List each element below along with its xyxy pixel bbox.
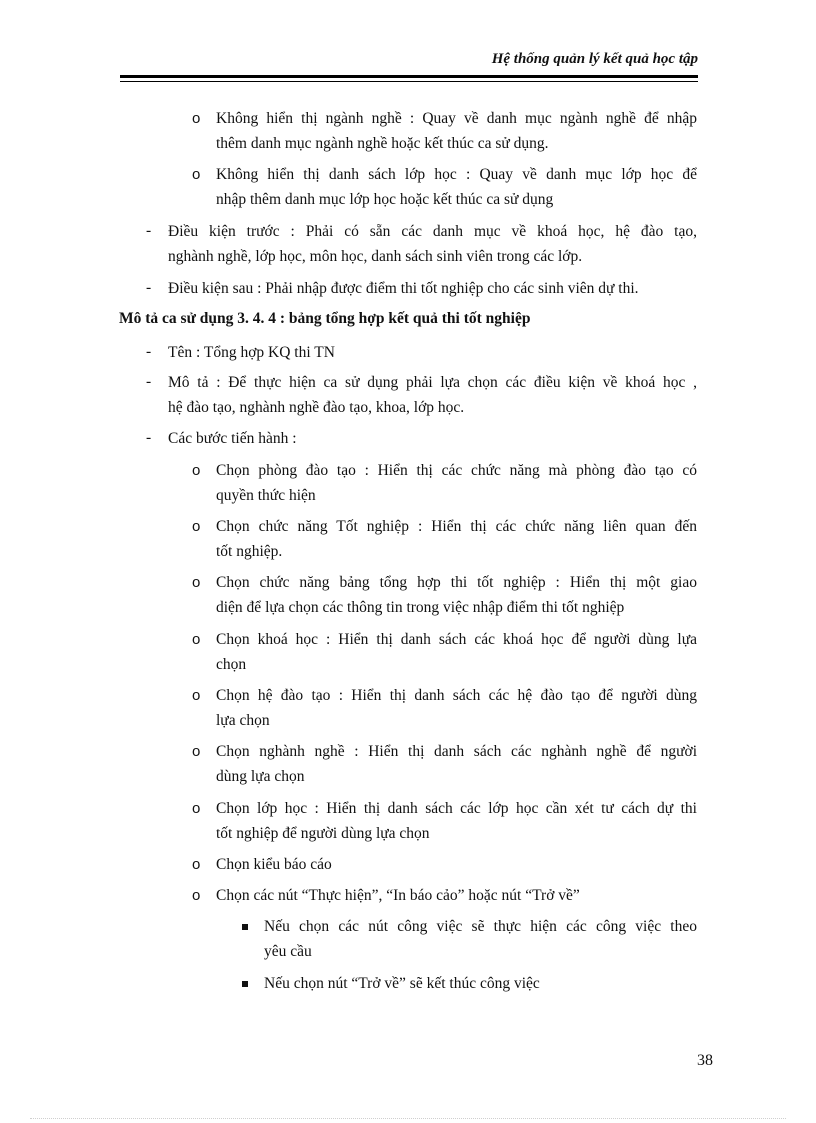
preconditions-line: nghành nghề, lớp học, môn học, danh sách sinh viên trong các lớp. xyxy=(168,248,583,265)
step-line: lựa chọn xyxy=(216,712,270,729)
circle-bullet: o xyxy=(192,887,201,904)
square-bullet xyxy=(242,981,248,987)
postconditions-line: Điều kiện sau : Phải nhập được điểm thi tốt nghiệp cho các sinh viên dự thi. xyxy=(168,280,639,297)
header-rule-thick xyxy=(120,75,698,78)
circle-bullet: o xyxy=(192,110,201,127)
step-line: Chọn các nút “Thực hiện”, “In báo cảo” hoặc nút “Trở về” xyxy=(216,887,580,904)
square-bullet xyxy=(242,924,248,930)
step-line: Chọn phòng đào tạo : Hiển thị các chức năng mà phòng đào tạo có xyxy=(216,462,697,479)
footer-divider xyxy=(30,1118,786,1119)
sub-bullet-line: Nếu chọn nút “Trở về” sẽ kết thúc công việc xyxy=(264,975,540,992)
circle-bullet: o xyxy=(192,800,201,817)
circle-bullet: o xyxy=(192,743,201,760)
step-line: Chọn khoá học : Hiển thị danh sách các khoá học để người dùng lựa xyxy=(216,631,697,648)
step-line: chọn xyxy=(216,656,247,673)
preconditions-line: Điều kiện trước : Phải có sẵn các danh mục về khoá học, hệ đào tạo, xyxy=(168,223,697,240)
circle-bullet: o xyxy=(192,462,201,479)
dash-bullet: - xyxy=(146,222,152,239)
dash-bullet: - xyxy=(146,279,152,296)
usecase-name: Tên : Tổng hợp KQ thi TN xyxy=(168,344,335,361)
header-rule-thin xyxy=(120,81,698,82)
step-line: dùng lựa chọn xyxy=(216,768,305,785)
running-header-title: Hệ thống quản lý kết quả học tập xyxy=(491,51,698,67)
step-line: Chọn chức năng bảng tổng hợp thi tốt nghiệp : Hiển thị một giao xyxy=(216,574,697,591)
step-line: Chọn nghành nghề : Hiển thị danh sách các nghành nghề để người xyxy=(216,743,697,760)
list-item-line: Không hiển thị danh sách lớp học : Quay về danh mục lớp học để xyxy=(216,166,697,183)
circle-bullet: o xyxy=(192,856,201,873)
circle-bullet: o xyxy=(192,574,201,591)
circle-bullet: o xyxy=(192,687,201,704)
step-line: Chọn hệ đào tạo : Hiển thị danh sách các hệ đào tạo để người dùng xyxy=(216,687,697,704)
steps-label: Các bước tiến hành : xyxy=(168,430,297,447)
section-heading: Mô tả ca sử dụng 3. 4. 4 : bảng tổng hợp kết quả thi tốt nghiệp xyxy=(119,310,531,327)
dash-bullet: - xyxy=(146,373,152,390)
sub-bullet-line: yêu cầu xyxy=(264,943,312,960)
step-line: Chọn chức năng Tốt nghiệp : Hiển thị các chức năng liên quan đến xyxy=(216,518,697,535)
dash-bullet: - xyxy=(146,343,152,360)
page-number: 38 xyxy=(697,1052,713,1069)
step-line: quyền thức hiện xyxy=(216,487,316,504)
step-line: diện để lựa chọn các thông tin trong việc nhập điểm thi tốt nghiệp xyxy=(216,599,625,616)
step-line: Chọn lớp học : Hiển thị danh sách các lớp học cần xét tư cách dự thi xyxy=(216,800,697,817)
usecase-description-line: Mô tả : Để thực hiện ca sử dụng phải lựa chọn các điều kiện về khoá học , xyxy=(168,374,697,391)
list-item-line: nhập thêm danh mục lớp học hoặc kết thúc ca sử dụng xyxy=(216,191,554,208)
step-line: Chọn kiểu báo cáo xyxy=(216,856,332,873)
circle-bullet: o xyxy=(192,631,201,648)
dash-bullet: - xyxy=(146,429,152,446)
circle-bullet: o xyxy=(192,166,201,183)
list-item-line: thêm danh mục ngành nghề hoặc kết thúc ca sử dụng. xyxy=(216,135,549,152)
usecase-description-line: hệ đào tạo, nghành nghề đào tạo, khoa, lớp học. xyxy=(168,399,465,416)
list-item-line: Không hiển thị ngành nghề : Quay về danh mục ngành nghề để nhập xyxy=(216,110,697,127)
step-line: tốt nghiệp để người dùng lựa chọn xyxy=(216,825,430,842)
step-line: tốt nghiệp. xyxy=(216,543,283,560)
circle-bullet: o xyxy=(192,518,201,535)
sub-bullet-line: Nếu chọn các nút công việc sẽ thực hiện các công việc theo xyxy=(264,918,697,935)
